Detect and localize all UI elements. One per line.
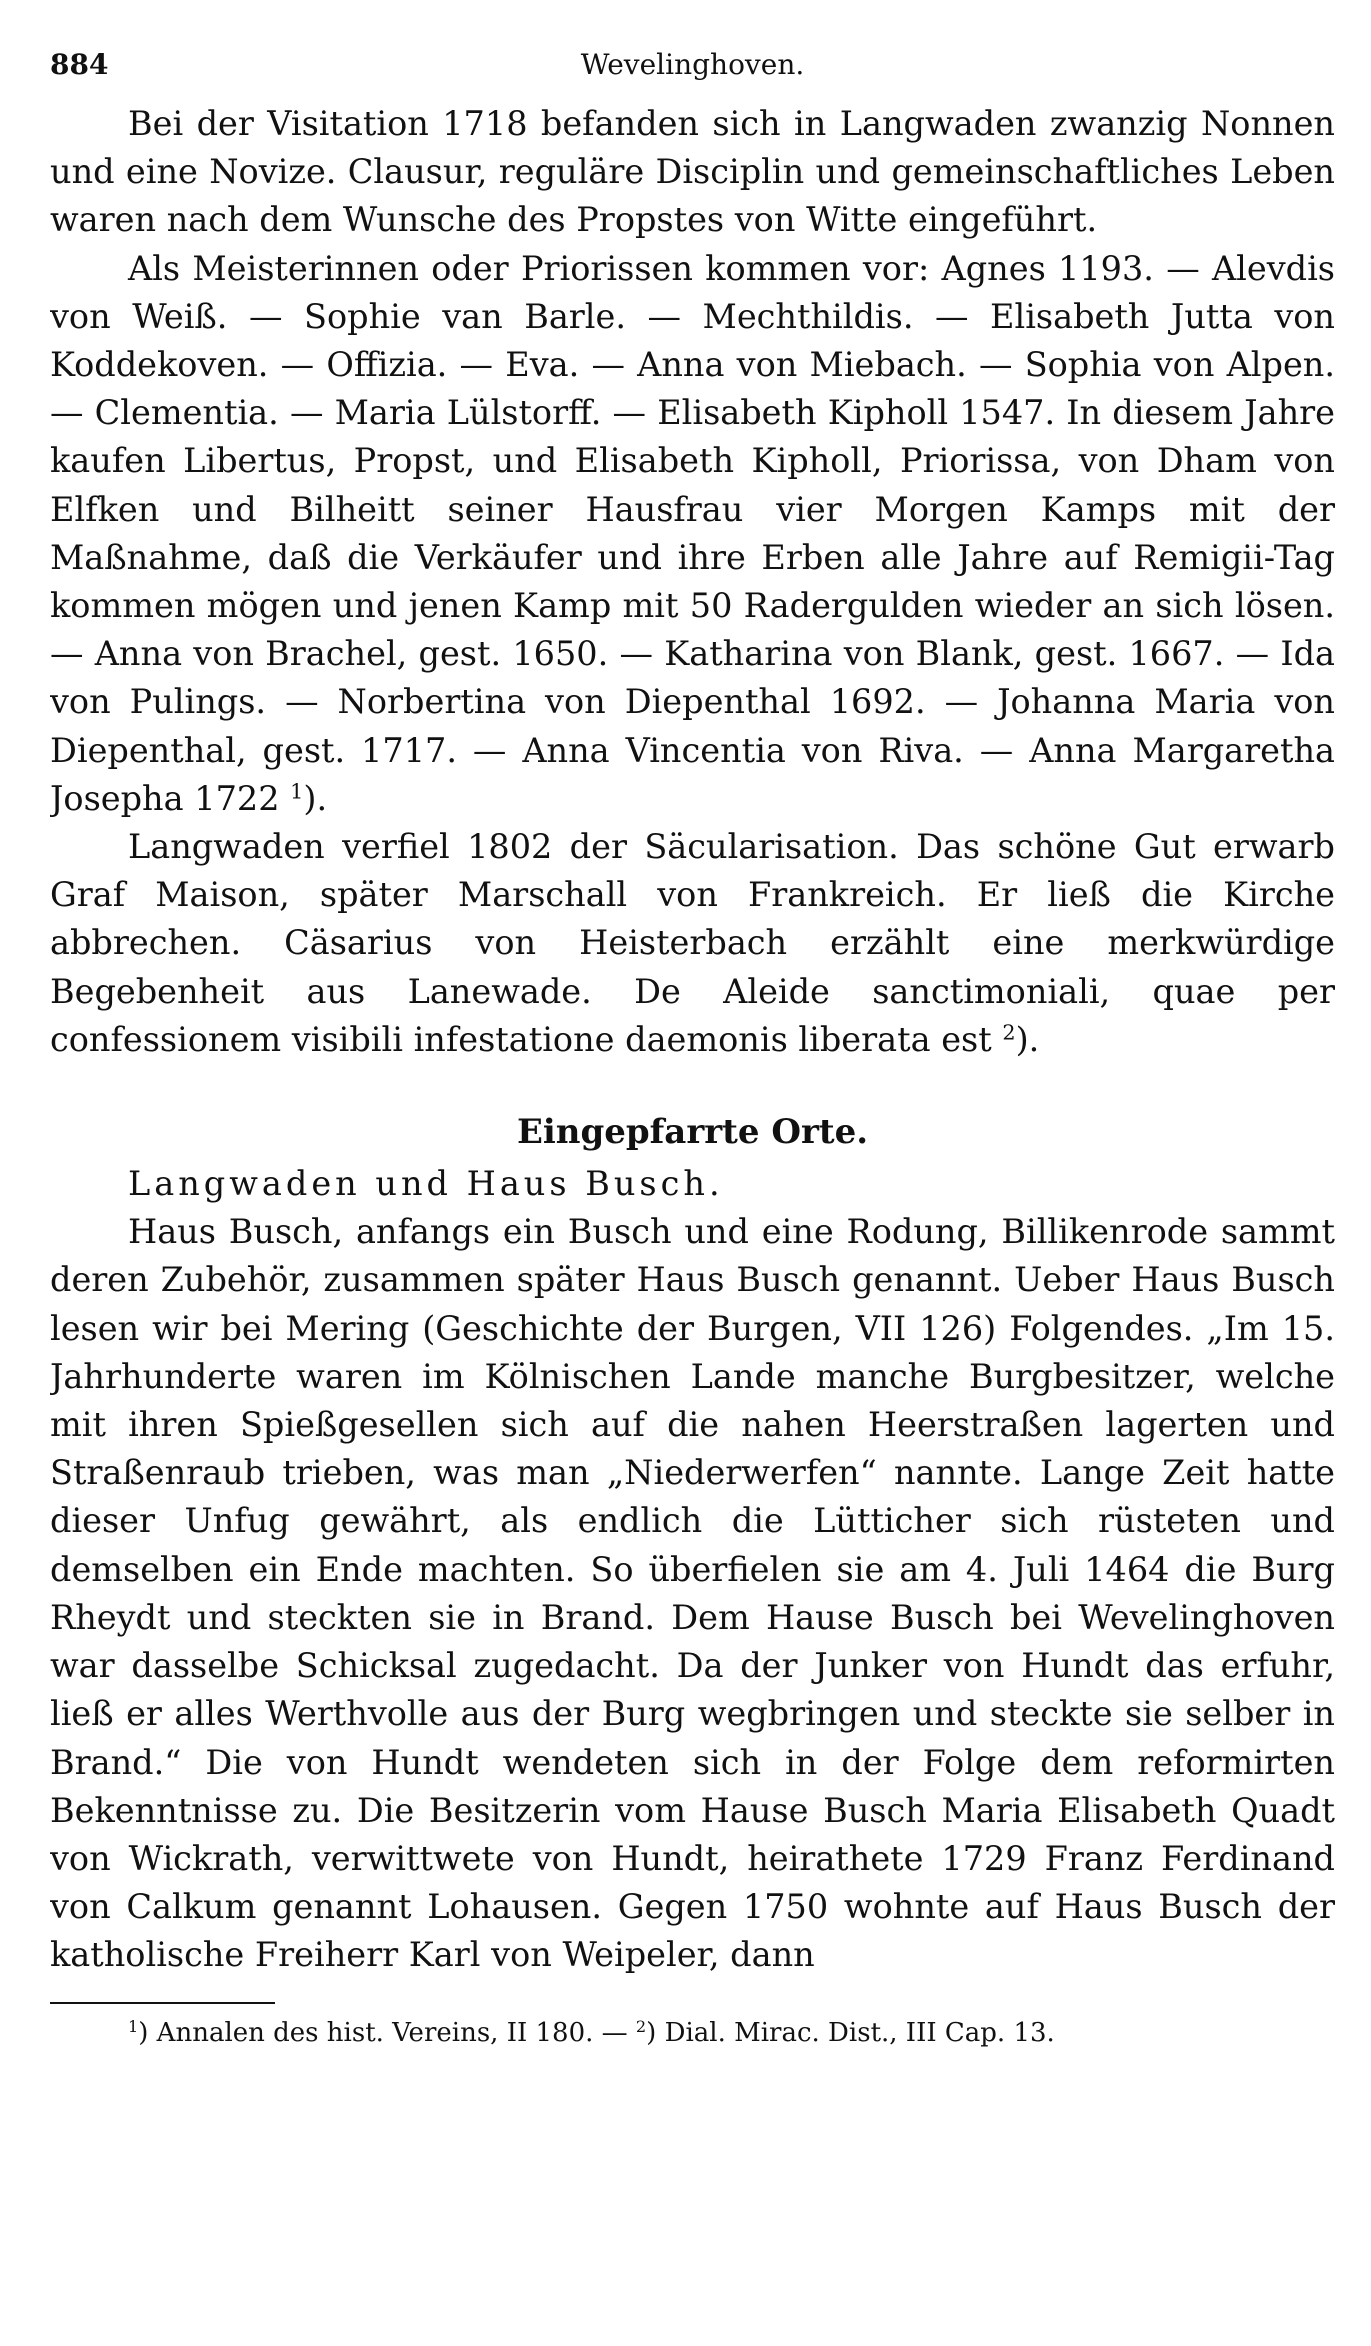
section-heading: Eingepfarrte Orte. [516, 1112, 869, 1153]
paragraph-priorissen [50, 245, 1335, 823]
paragraph-text: Haus Busch, anfangs ein Busch und eine Rodung, Billikenrode sammt deren Zubehör, zusammen später Haus Busch genannt. Ueber Haus Busch lesen wir bei Mering (Geschichte der Burgen, VII 126) Folgendes. „Im 15. Jahrhunderte waren im Kölnischen Lande manche Burgbesitzer, welche mit ihren Spießgesellen sich auf die nahen Heerstraßen lagerten und Straßenraub trieben, was man „Niederwerfen“ nannte. Lange Zeit hatte dieser Unfug gewährt, als endlich die Lütticher sich rüsteten und demselben ein Ende machten. So überfielen sie am 4. Juli 1464 die Burg Rheydt und steckten sie in Brand. Dem Hause Busch bei Wevelinghoven war dasselbe Schicksal zugedacht. Da der Junker von Hundt das erfuhr, ließ er alles Werthvolle aus der Burg wegbringen und steckte sie selber in Brand.“ Die von Hundt wendeten sich in der Folge dem reformirten Bekenntnisse zu. Die Besitzerin vom Hause Busch Maria Elisabeth Quadt von Wickrath, verwittwete von Hundt, heirathete 1729 Franz Ferdinand von Calkum genannt Lohausen. Gegen 1750 wohnte auf Haus Busch der katholische Freiherr Karl von Weipeler, dann [50, 1212, 1335, 1975]
footnote-ref[interactable]: 1 [290, 779, 304, 804]
footnote-mark: 1 [128, 2016, 139, 2036]
book-page [50, 48, 1335, 2308]
closing-punctuation: ). [303, 778, 328, 818]
paragraph-text: Bei der Visitation 1718 befanden sich in Langwaden zwanzig Nonnen und eine Novize. Clausur, reguläre Disciplin und gemeinschaftliches Leben waren nach dem Wunsche des Propstes von Witte eingeführt. [50, 104, 1335, 240]
body-text [50, 100, 1335, 1980]
section-subheading: Langwaden und Haus Busch. [128, 1164, 724, 1204]
footnote-mark-close: ) [138, 2017, 149, 2048]
paragraph-visitation [50, 100, 1335, 245]
running-title: Wevelinghoven. [580, 48, 805, 81]
paragraph-text: Als Meisterinnen oder Priorissen kommen vor: Agnes 1193. — Alevdis von Weiß. — Sophie van Barle. — Mechthildis. — Elisabeth Jutta von Koddekoven. — Offizia. — Eva. — Anna von Miebach. — Sophia von Alpen. — Clementia. — Maria Lülstorff. — Elisabeth Kipholl 1547. In diesem Jahre kaufen Libertus, Propst, und Elisabeth Kipholl, Priorissa, von Dham von Elfken und Bilheitt seiner Hausfrau vier Morgen Kamps mit der Maßnahme, daß die Verkäufer und ihre Erben alle Jahre auf Remigii-Tag kommen mögen und jenen Kamp mit 50 Radergulden wieder an sich lösen. — Anna von Brachel, gest. 1650. — Katharina von Blank, gest. 1667. — Ida von Pulings. — Norbertina von Diepenthal 1692. — Johanna Maria von Diepenthal, gest. 1717. — Anna Vincentia von Riva. — Anna Margaretha Josepha 1722 [50, 248, 1335, 818]
footnote-1 [128, 2018, 628, 2048]
footnote-ref[interactable]: 2 [1002, 1020, 1016, 1045]
paragraph-saecularisation [50, 823, 1335, 1064]
running-head [50, 48, 1335, 100]
footnote-text: Annalen des hist. Vereins, II 180. — [156, 2017, 628, 2048]
footnote-2 [636, 2018, 1055, 2048]
footnote-divider [50, 2002, 275, 2004]
page-number: 884 [50, 48, 109, 81]
footnotes [50, 2014, 1335, 2052]
footnote-text: Dial. Mirac. Dist., III Cap. 13. [664, 2017, 1055, 2048]
closing-punctuation: ). [1015, 1019, 1040, 1059]
footnote-mark-close: ) [646, 2017, 657, 2048]
paragraph-text: Langwaden verfiel 1802 der Säcularisation. Das schöne Gut erwarb Graf Maison, später Marschall von Frankreich. Er ließ die Kirche abbrechen. Cäsarius von Heisterbach erzählt eine merkwürdige Begebenheit aus Lanewade. De Aleide sanctimoniali, quae per confessionem visibili infestatione daemonis liberata est [50, 827, 1335, 1059]
footnote-mark: 2 [635, 2016, 647, 2036]
paragraph-haus-busch [50, 1208, 1335, 1979]
